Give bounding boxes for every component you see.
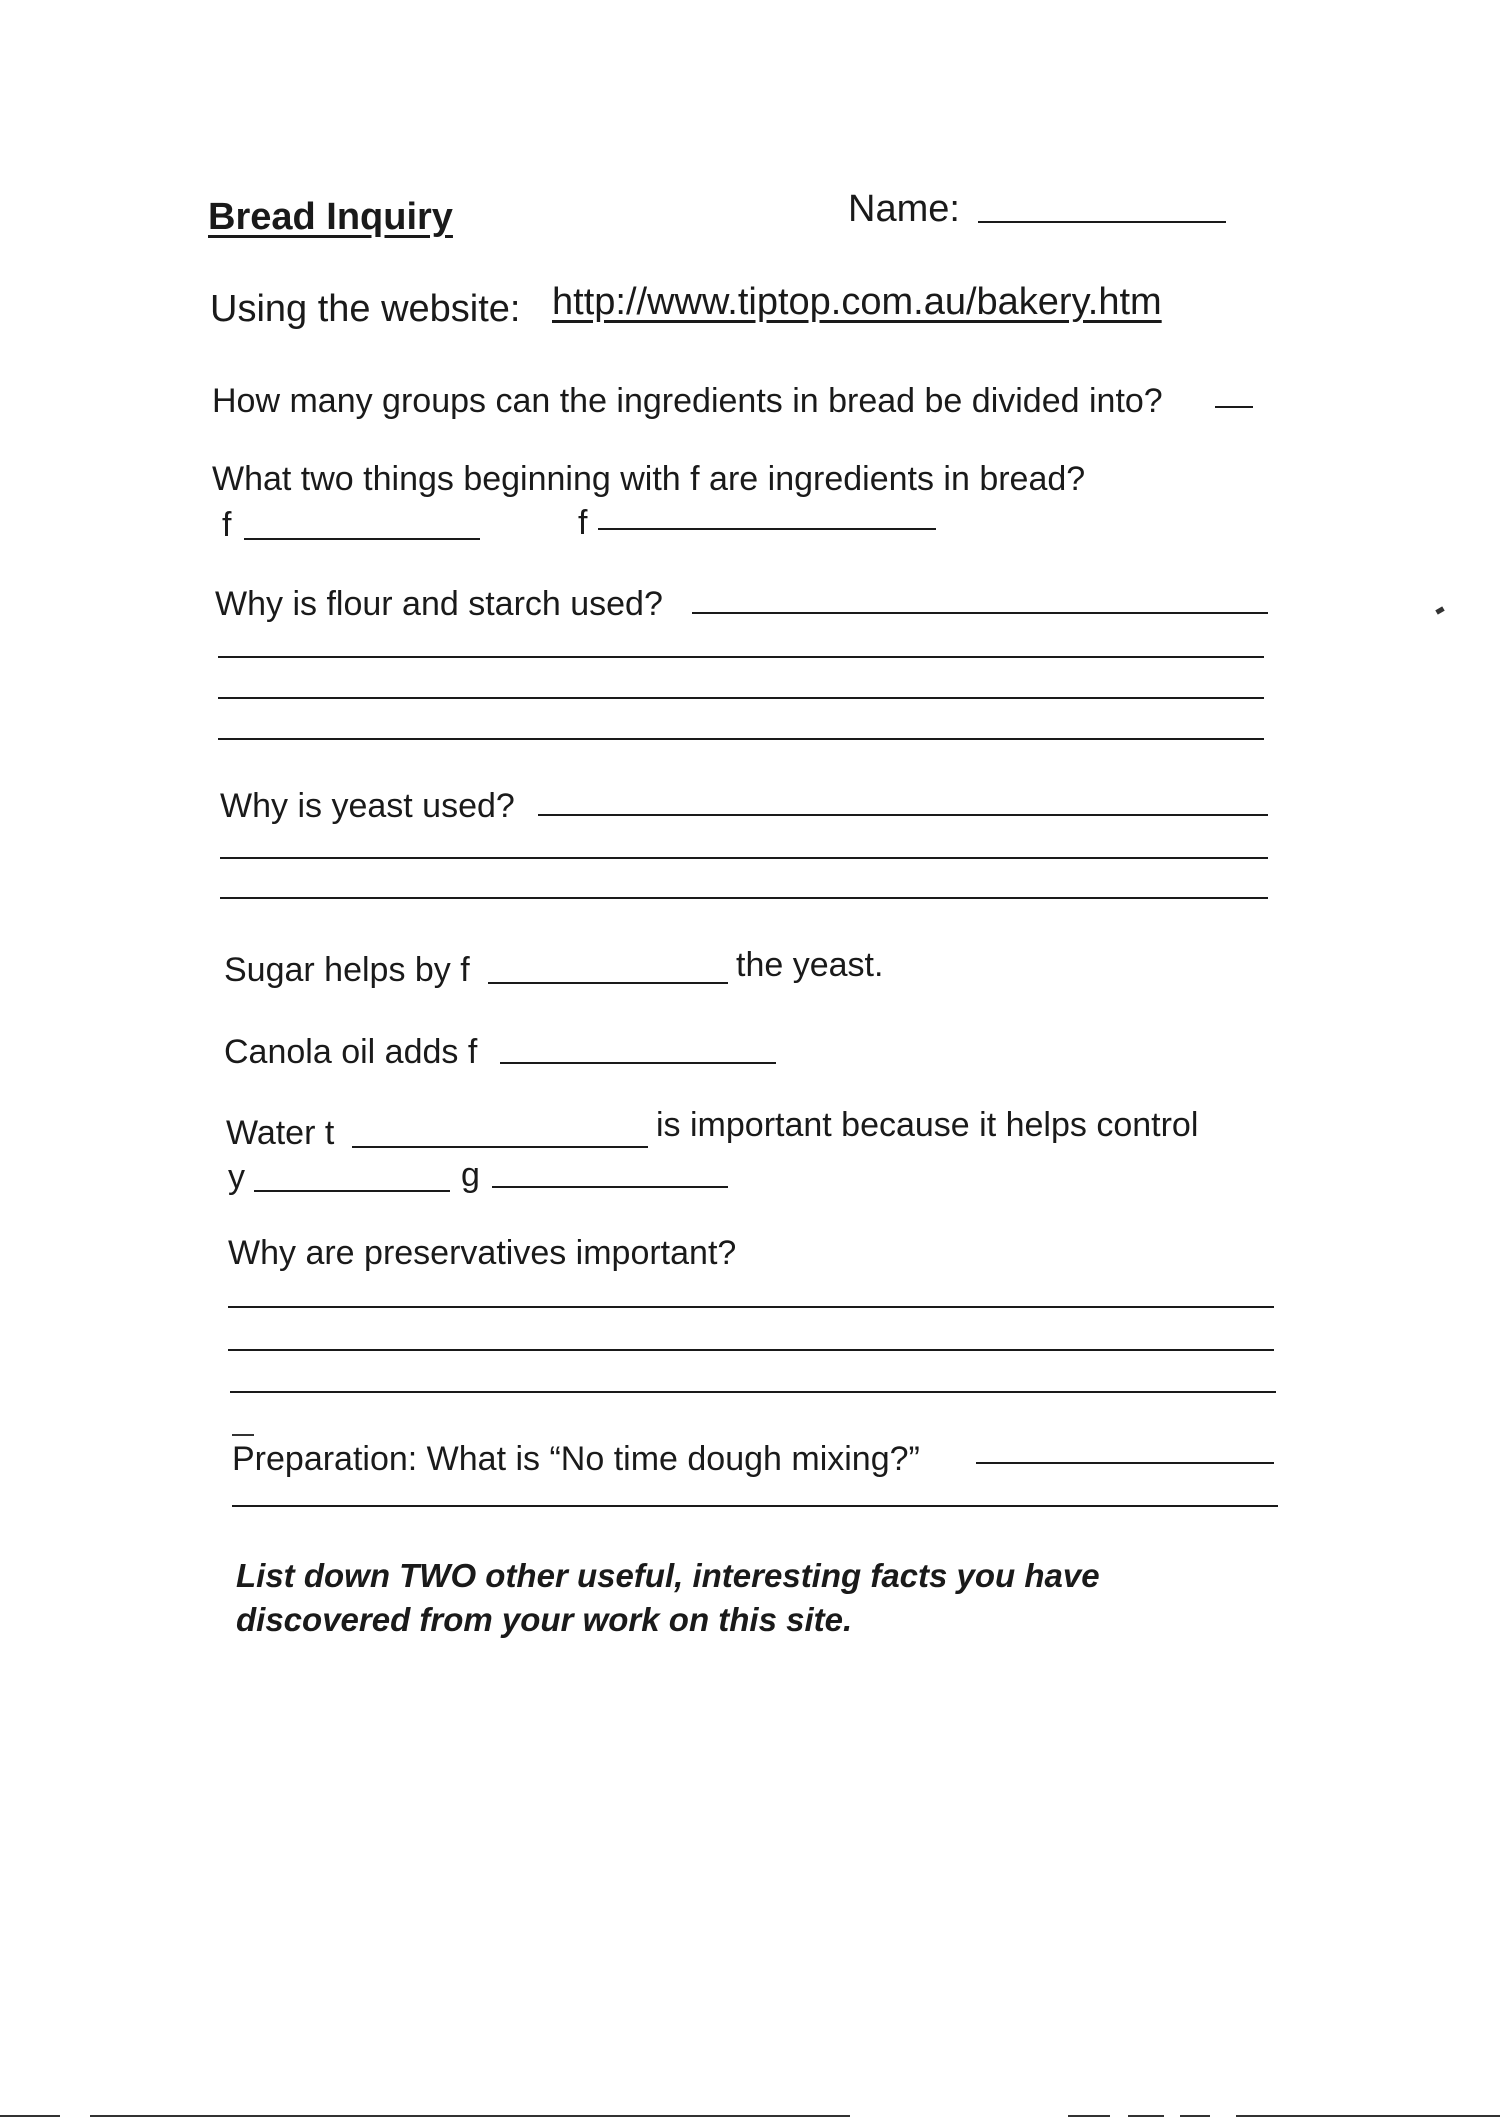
flour-answer-line-3[interactable] <box>218 697 1264 699</box>
preparation-answer-line-1[interactable] <box>976 1462 1274 1464</box>
question-yeast: Why is yeast used? <box>220 787 515 825</box>
g-letter: g <box>461 1156 480 1194</box>
question-preservatives: Why are preservatives important? <box>228 1234 737 1272</box>
name-label: Name: <box>848 188 960 230</box>
f-letter-2: f <box>578 504 588 542</box>
stray-mark <box>232 1434 254 1436</box>
scan-edge-line-2 <box>90 2115 850 2117</box>
preservatives-answer-line-2[interactable] <box>228 1349 1274 1351</box>
canola-prompt: Canola oil adds f <box>224 1033 478 1071</box>
y-answer-line[interactable] <box>254 1190 450 1192</box>
f-answer-line-2[interactable] <box>598 528 936 530</box>
scan-edge-line-4 <box>1128 2115 1164 2117</box>
scan-edge-line-3 <box>1068 2115 1110 2117</box>
water-prompt: Water t <box>226 1114 335 1152</box>
flour-answer-line-1[interactable] <box>692 612 1268 614</box>
sugar-suffix: the yeast. <box>736 946 884 984</box>
website-link[interactable]: http://www.tiptop.com.au/bakery.htm <box>552 281 1162 323</box>
preservatives-answer-line-1[interactable] <box>228 1306 1274 1308</box>
name-answer-line[interactable] <box>978 221 1226 223</box>
sugar-prompt: Sugar helps by f <box>224 951 470 989</box>
website-prefix: Using the website: <box>210 288 521 330</box>
preparation-answer-line-2[interactable] <box>232 1505 1278 1507</box>
scan-edge-line-6 <box>1236 2115 1500 2117</box>
scan-edge-line-1 <box>0 2115 60 2117</box>
flour-answer-line-4[interactable] <box>218 738 1264 740</box>
water-suffix: is important because it helps control <box>656 1106 1199 1144</box>
preservatives-answer-line-3[interactable] <box>230 1391 1276 1393</box>
page-title: Bread Inquiry <box>208 196 453 238</box>
canola-answer-line[interactable] <box>500 1062 776 1064</box>
scan-speck <box>1435 606 1444 614</box>
f-answer-line-1[interactable] <box>244 538 480 540</box>
question-two-f: What two things beginning with f are ingredients in bread? <box>212 460 1086 498</box>
flour-answer-line-2[interactable] <box>218 656 1264 658</box>
f-letter-1: f <box>222 506 232 544</box>
scan-edge-line-5 <box>1180 2115 1210 2117</box>
final-instruction: List down TWO other useful, interesting facts you have discovered from your work on this site. <box>236 1557 1100 1638</box>
question-flour: Why is flour and starch used? <box>215 585 663 623</box>
yeast-answer-line-2[interactable] <box>220 857 1268 859</box>
yeast-answer-line-3[interactable] <box>220 897 1268 899</box>
g-answer-line[interactable] <box>492 1186 728 1188</box>
water-answer-line[interactable] <box>352 1146 648 1148</box>
question-groups: How many groups can the ingredients in bread be divided into? <box>212 382 1163 420</box>
yeast-answer-line-1[interactable] <box>538 814 1268 816</box>
sugar-answer-line[interactable] <box>488 982 728 984</box>
y-letter: y <box>228 1158 245 1196</box>
groups-answer-line[interactable] <box>1215 406 1253 408</box>
question-preparation: Preparation: What is “No time dough mixing?” <box>232 1440 920 1478</box>
